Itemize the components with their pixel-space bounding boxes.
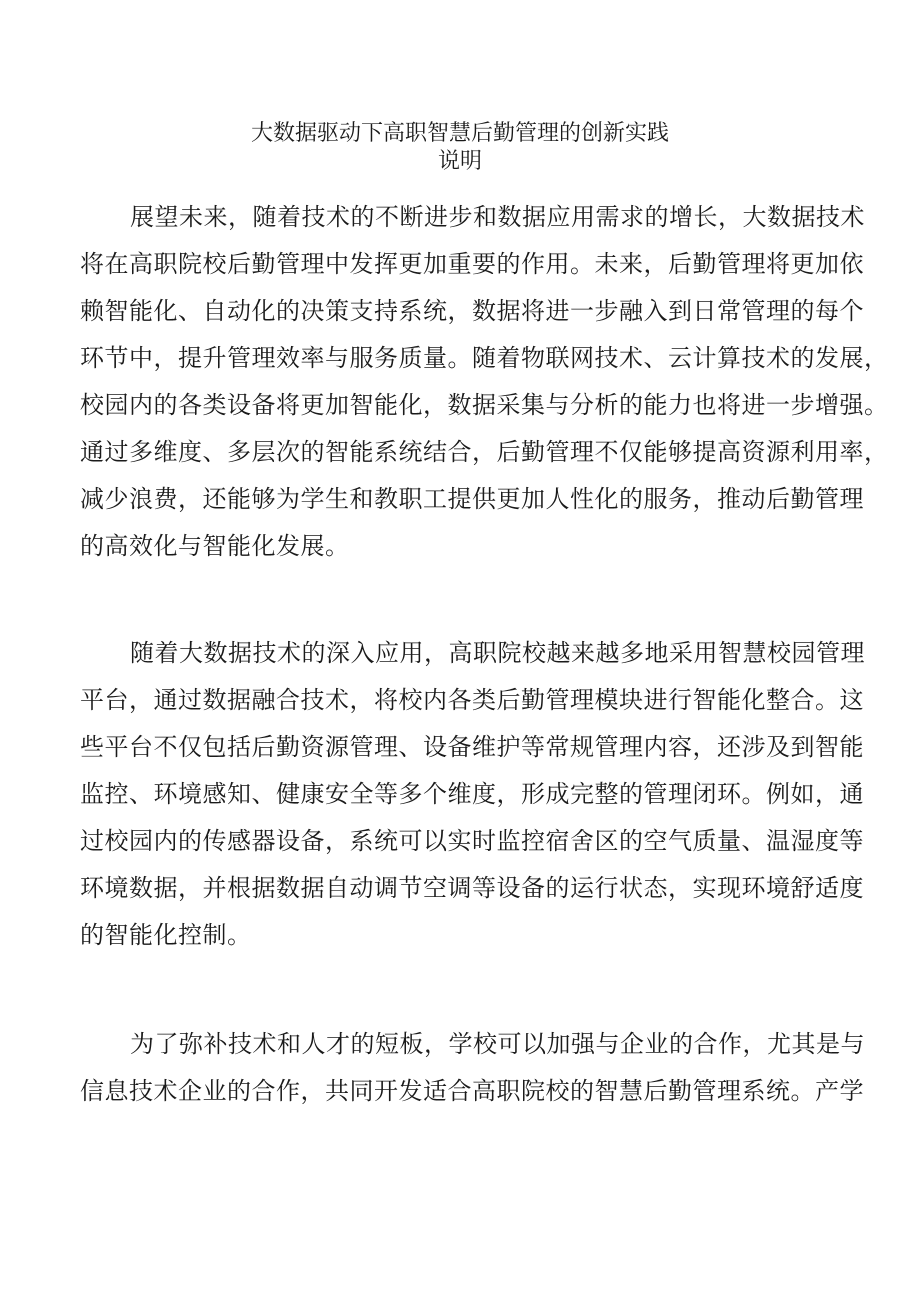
paragraph-line: 随着大数据技术的深入应用，高职院校越来越多地采用智慧校园管理 — [130, 639, 865, 667]
paragraph-line: 展望未来，随着技术的不断进步和数据应用需求的增长，大数据技术 — [130, 203, 865, 231]
paragraph-line: 环境数据，并根据数据自动调节空调等设备的运行状态，实现环境舒适度 — [80, 874, 864, 902]
document-title: 大数据驱动下高职智慧后勤管理的创新实践 — [250, 121, 669, 146]
paragraph-line: 的高效化与智能化发展。 — [80, 532, 350, 560]
paragraph-line: 平台，通过数据融合技术，将校内各类后勤管理模块进行智能化整合。这 — [80, 686, 864, 714]
paragraph-line: 的智能化控制。 — [80, 921, 252, 949]
paragraph-line: 环节中，提升管理效率与服务质量。随着物联网技术、云计算技术的发展， — [80, 344, 889, 372]
paragraph-line: 校园内的各类设备将更加智能化，数据采集与分析的能力也将进一步增强。 — [80, 391, 889, 419]
document-subtitle: 说明 — [437, 149, 482, 174]
paragraph-line: 通过多维度、多层次的智能系统结合，后勤管理不仅能够提高资源利用率， — [80, 438, 889, 466]
paragraph-2 — [80, 630, 865, 959]
paragraph-line: 赖智能化、自动化的决策支持系统，数据将进一步融入到日常管理的每个 — [80, 297, 864, 325]
paragraph-1 — [80, 194, 889, 570]
paragraph-line: 为了弥补技术和人才的短板，学校可以加强与企业的合作，尤其是与 — [130, 1030, 865, 1058]
paragraph-line: 些平台不仅包括后勤资源管理、设备维护等常规管理内容，还涉及到智能 — [80, 733, 864, 761]
paragraph-line: 监控、环境感知、健康安全等多个维度，形成完整的管理闭环。例如，通 — [80, 780, 864, 808]
paragraph-3 — [80, 1021, 865, 1115]
paragraph-line: 减少浪费，还能够为学生和教职工提供更加人性化的服务，推动后勤管理 — [80, 485, 864, 513]
paragraph-line: 信息技术企业的合作，共同开发适合高职院校的智慧后勤管理系统。产学 — [80, 1077, 864, 1105]
paragraph-line: 过校园内的传感器设备，系统可以实时监控宿舍区的空气质量、温湿度等 — [80, 827, 864, 855]
paragraph-line: 将在高职院校后勤管理中发挥更加重要的作用。未来，后勤管理将更加依 — [80, 250, 864, 278]
